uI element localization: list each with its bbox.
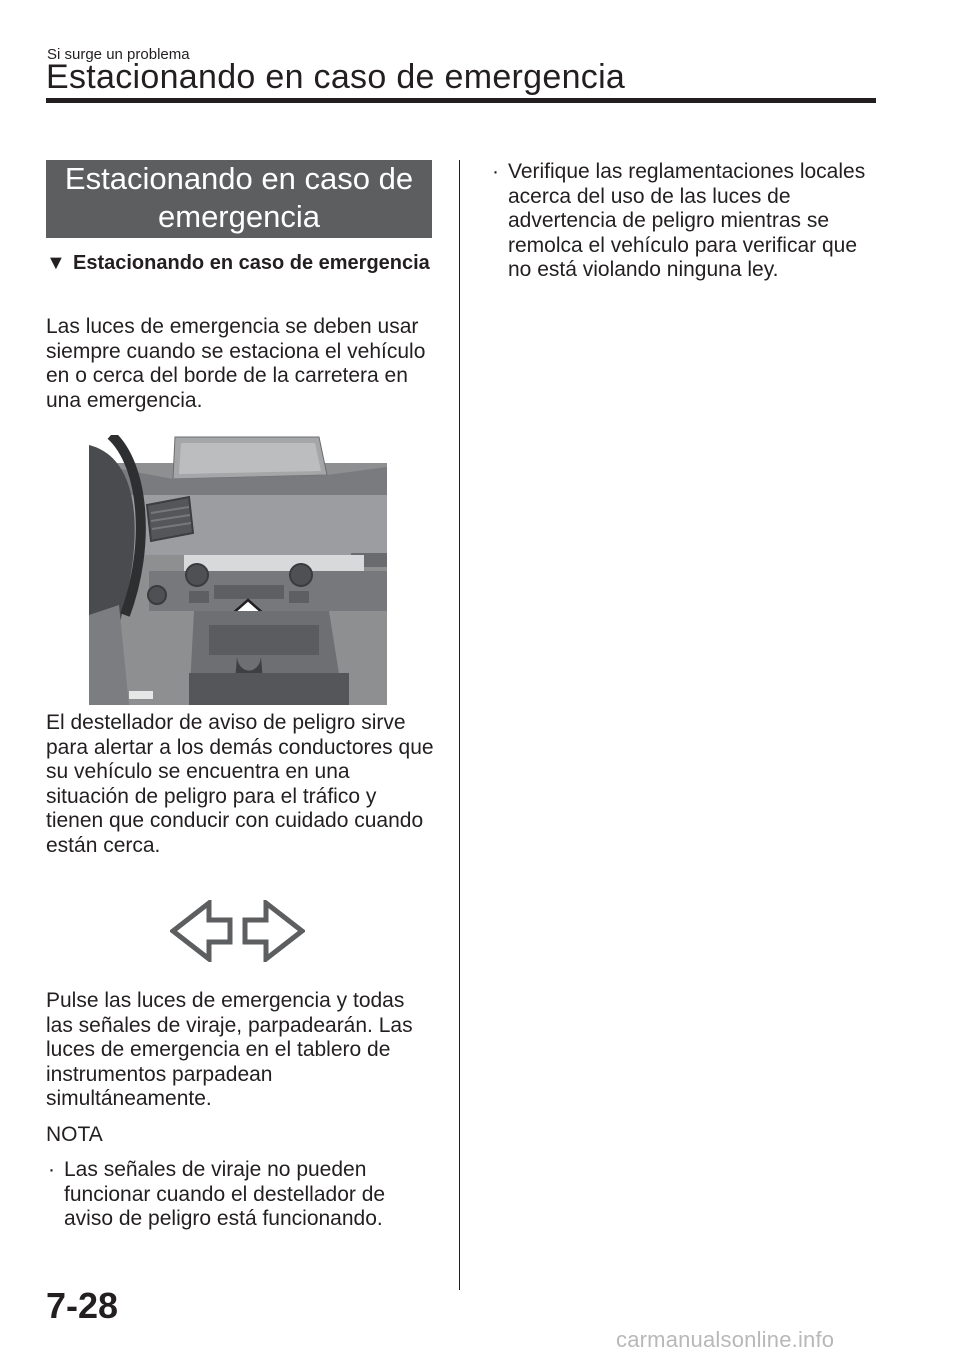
triangle-marker-icon: ▼ bbox=[46, 252, 66, 274]
dashboard-illustration bbox=[89, 435, 387, 705]
dashboard-photo bbox=[89, 435, 387, 705]
note-item-text: Las señales de viraje no pueden funcionar cuando el destellador de aviso de peligro está funcionando. bbox=[64, 1158, 386, 1230]
breadcrumb: Si surge un problema bbox=[47, 46, 190, 63]
page-number: 7-28 bbox=[46, 1285, 119, 1326]
chapter-title: Estacionando en caso de emergencia bbox=[46, 58, 626, 96]
header-rule bbox=[46, 98, 876, 103]
intro-paragraph: Las luces de emergencia se deben usar siempre cuando se estaciona el vehículo en o cerca del borde de la carretera en una emergencia. bbox=[46, 315, 426, 412]
note-item-text: Verifique las reglamentaciones locales acerca del uso de las luces de advertencia de peligro mientras se remolca el vehículo para verificar que no está violando ninguna ley. bbox=[508, 160, 866, 281]
turn-signal-indicator bbox=[170, 900, 305, 962]
note-item bbox=[492, 160, 882, 283]
turn-signal-arrows-icon bbox=[170, 900, 305, 962]
bullet-marker: · bbox=[492, 160, 499, 183]
section-title-box bbox=[46, 160, 432, 238]
bullet-marker: · bbox=[48, 1158, 55, 1181]
column-divider bbox=[459, 160, 460, 1290]
note-label: NOTA bbox=[46, 1123, 103, 1146]
section-title-line2: emergencia bbox=[158, 199, 320, 234]
instruction-paragraph: Pulse las luces de emergencia y todas las señales de viraje, parpadearán. Las luces de emergencia en el tablero de instrumentos parpadean simultáneamente. bbox=[46, 989, 413, 1110]
explanation-paragraph: El destellador de aviso de peligro sirve para alertar a los demás conductores que su vehículo se encuentra en una situación de peligro para el tráfico y tienen que conducir con cuidado cuando están cerca. bbox=[46, 711, 434, 857]
subsection-heading-text: Estacionando en caso de emergencia bbox=[73, 252, 430, 274]
note-item bbox=[48, 1158, 438, 1232]
section-title-line1: Estacionando en caso de bbox=[64, 161, 414, 196]
watermark: carmanualsonline.info bbox=[616, 1327, 835, 1352]
subsection-heading bbox=[46, 250, 436, 276]
